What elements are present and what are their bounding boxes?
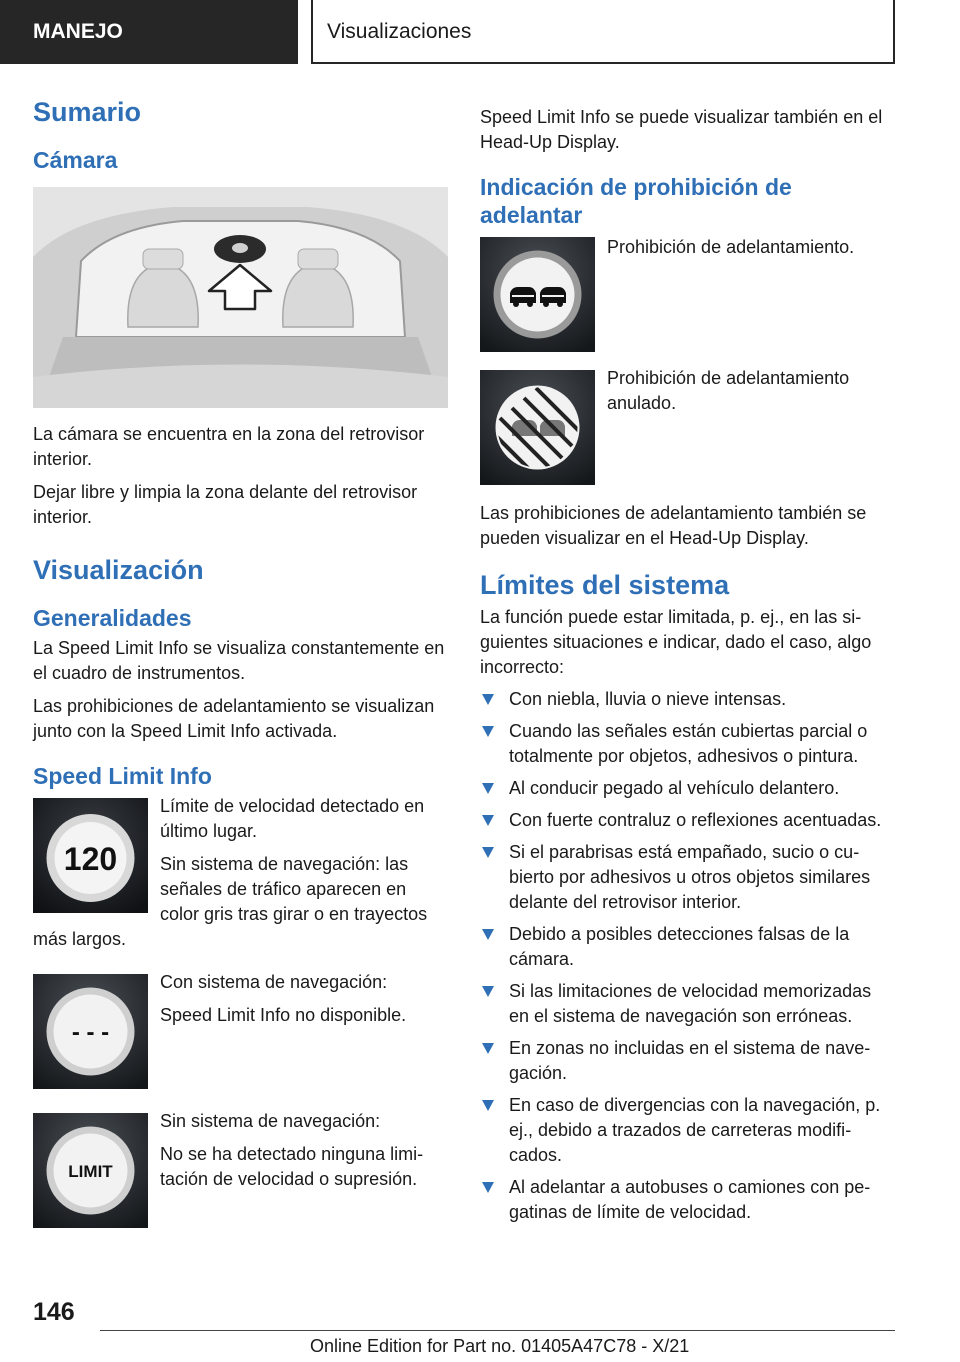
left-column <box>33 96 448 1234</box>
no-info-block <box>33 970 448 1095</box>
page-number: 146 <box>33 1298 75 1326</box>
heading-indicacion: Indicación de prohibición de adelantar <box>480 174 792 228</box>
dashes-label: - - - <box>71 1019 110 1046</box>
bullet-triangle-icon <box>482 986 494 997</box>
footer-divider <box>100 1330 895 1331</box>
page-header <box>0 0 960 66</box>
bullet-triangle-icon <box>482 1100 494 1111</box>
sli-text-3: Con sistema de navegación: <box>160 972 388 992</box>
limitations-list <box>480 687 895 1225</box>
edition-text: Online Edition for Part no. 01405A47C78 - X/21 <box>310 1336 690 1356</box>
camara-text-1: La cámara se encuentra en la zona del retrovisor interior. <box>33 424 425 469</box>
limit-not-detected-sign-icon <box>33 1113 148 1228</box>
list-item: Al conducir pegado al vehículo delantero. <box>480 776 895 801</box>
list-item: En caso de divergencias con la navegación, p. ej., debido a trazados de carreteras modificados. <box>480 1093 895 1168</box>
speed-limit-unavailable-sign-icon <box>33 974 148 1089</box>
no-overtaking-text: Prohibición de adelantamiento. <box>607 237 855 257</box>
generalidades-text-2: Las prohibiciones de adelantamiento se visualizan junto con la Speed Limit Info activada. <box>33 696 435 741</box>
heading-limites: Límites del sistema <box>480 570 730 600</box>
section-tab: MANEJO <box>0 0 298 64</box>
heading-speed-limit-info: Speed Limit Info <box>33 763 212 789</box>
list-item: En zonas no incluidas en el sistema de navegación. <box>480 1036 895 1086</box>
speed-limit-120-sign-icon <box>33 798 148 913</box>
bullet-triangle-icon <box>482 783 494 794</box>
list-item: Cuando las señales están cubiertas parcial o totalmente por objetos, adhesivos o pintura. <box>480 719 895 769</box>
bullet-triangle-icon <box>482 694 494 705</box>
sli-text-6: No se ha detectado ninguna limitación de velocidad o supresión. <box>160 1144 424 1189</box>
sli-text-5: Sin sistema de navegación: <box>160 1111 381 1131</box>
bullet-triangle-icon <box>482 1043 494 1054</box>
bullet-triangle-icon <box>482 929 494 940</box>
list-item: Al adelantar a autobuses o camiones con pegatinas de límite de velocidad. <box>480 1175 895 1225</box>
no-overtaking-end-text: Prohibición de adelantamiento anulado. <box>607 368 850 413</box>
no-overtaking-sign-icon <box>480 237 595 352</box>
speed-limit-value: 120 <box>63 841 118 877</box>
limites-intro: La función puede estar limitada, p. ej., en las siguientes situaciones e indicar, dado el caso, algo incorrecto: <box>480 607 872 677</box>
no-overtaking-block <box>480 235 895 358</box>
sli-text-1: Límite de velocidad detectado en último lugar. <box>160 796 425 841</box>
hud-text: Speed Limit Info se puede visualizar también en el Head-Up Display. <box>480 107 883 152</box>
no-overtaking-end-block <box>480 366 895 491</box>
generalidades-text-1: La Speed Limit Info se visualiza constantemente en el cuadro de instrumentos. <box>33 638 445 683</box>
bullet-triangle-icon <box>482 815 494 826</box>
heading-camara: Cámara <box>33 147 118 173</box>
heading-visualizacion: Visualización <box>33 555 204 585</box>
list-item: Debido a posibles detecciones falsas de la cámara. <box>480 922 895 972</box>
heading-sumario: Sumario <box>33 97 142 127</box>
sli-text-4: Speed Limit Info no disponible. <box>160 1005 407 1025</box>
camera-location-illustration <box>33 187 448 408</box>
camara-text-2: Dejar libre y limpia la zona delante del retrovisor interior. <box>33 482 418 527</box>
list-item: Con fuerte contraluz o reflexiones acentuadas. <box>480 808 895 833</box>
no-limit-block <box>33 1109 448 1234</box>
list-item: Con niebla, lluvia o nieve intensas. <box>480 687 895 712</box>
chapter-title: Visualizaciones <box>311 0 895 64</box>
bullet-triangle-icon <box>482 726 494 737</box>
bullet-triangle-icon <box>482 847 494 858</box>
heading-generalidades: Generalidades <box>33 605 192 631</box>
list-item: Si el parabrisas está empañado, sucio o cubierto por adhesivos u otros objetos similares delante del retrovisor interior. <box>480 840 895 915</box>
right-column <box>480 96 895 1225</box>
hud-text-2: Las prohibiciones de adelantamiento también se pueden visualizar en el Head-Up Display. <box>480 503 867 548</box>
list-item: Si las limitaciones de velocidad memorizadas en el sistema de navegación son erróneas. <box>480 979 895 1029</box>
end-of-no-overtaking-sign-icon <box>480 370 595 485</box>
limit-label: LIMIT <box>68 1162 113 1181</box>
bullet-triangle-icon <box>482 1182 494 1193</box>
sli-text-2: Sin sistema de navegación: las señales de tráfico aparecen en color gris tras girar o en trayectos más largos. <box>33 854 428 949</box>
speed-limit-120-block <box>33 794 448 952</box>
